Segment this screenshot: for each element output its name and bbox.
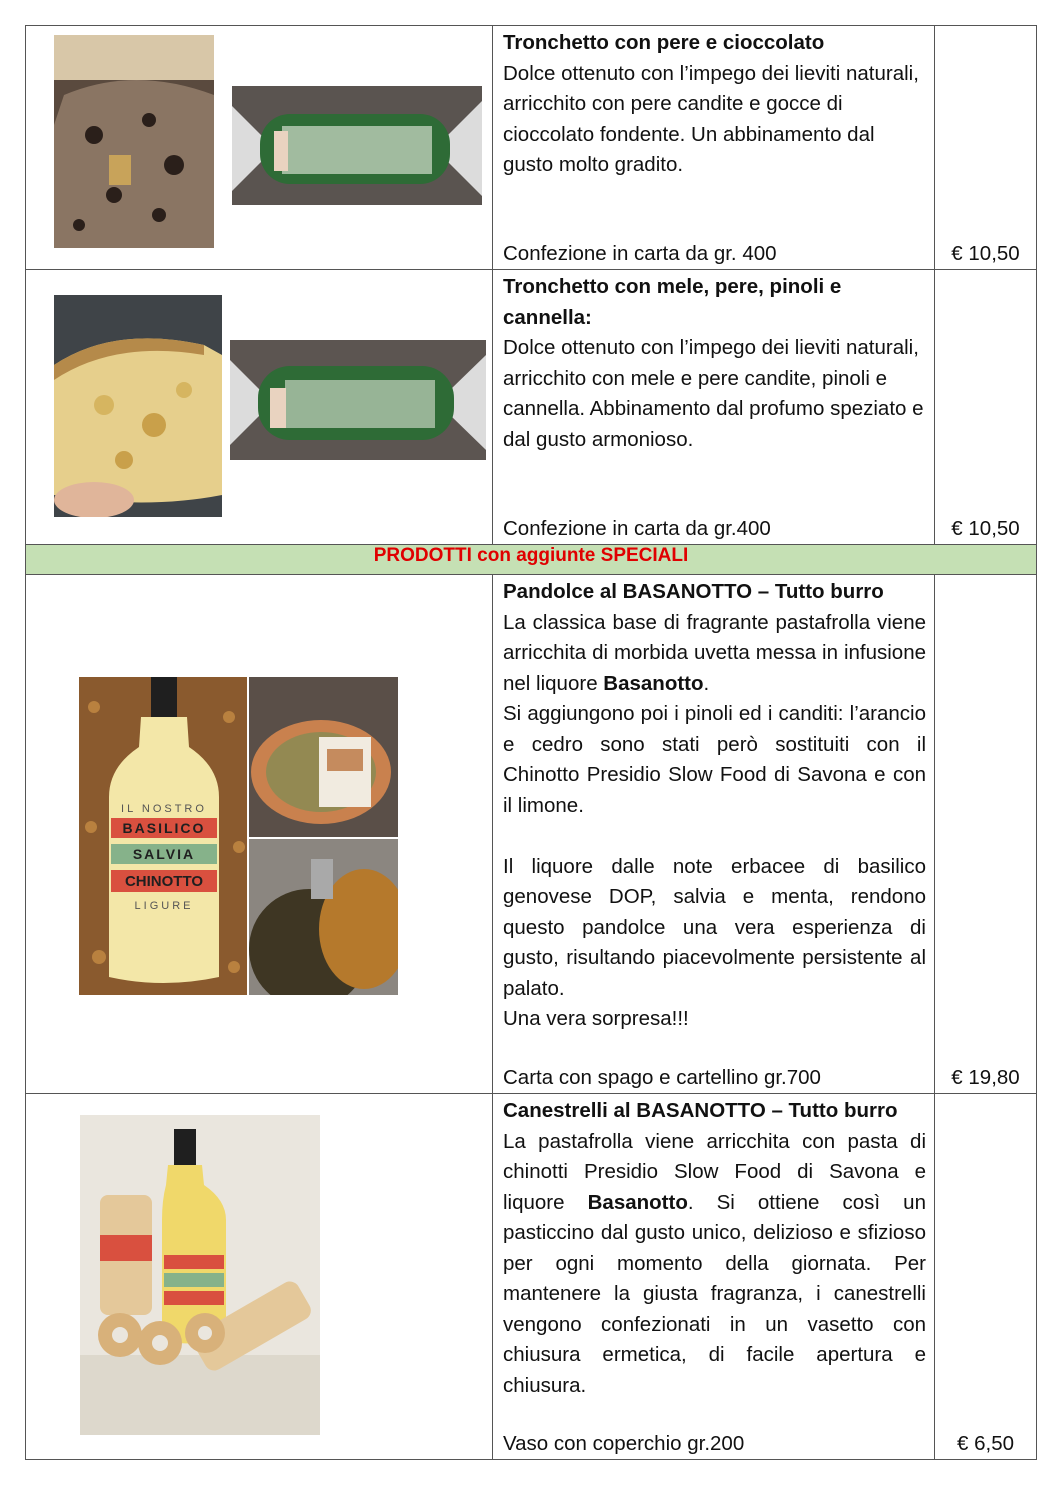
- pandolce-package-photo: [249, 677, 398, 837]
- description-text: La pastafrolla viene arricchita con pasta di chinotti Presidio Slow Food di Savona e liquore: [503, 1129, 926, 1214]
- product-packaging: Confezione in carta da gr.400: [503, 517, 771, 540]
- product-description: Dolce ottenuto con l’impego dei lieviti naturali, arricchito con mele e pere candite, pinoli e cannella. Abbinamento dal profumo speziato e dal gusto armonioso.: [503, 336, 924, 451]
- product-row: [26, 1094, 1037, 1460]
- bottle-label-text: LIGURE: [134, 900, 194, 912]
- product-packaging: Vaso con coperchio gr.200: [503, 1432, 745, 1455]
- price-cell: [935, 26, 1037, 270]
- brand-highlight: Basanotto: [603, 671, 704, 695]
- product-packaging: Confezione in carta da gr. 400: [503, 242, 777, 265]
- bread-slice-photo: [54, 295, 222, 517]
- wrapped-cake-photo: [230, 340, 486, 460]
- product-price: € 6,50: [957, 1432, 1014, 1455]
- product-description: Una vera sorpresa!!!: [503, 1007, 689, 1030]
- image-cell: [26, 1094, 493, 1460]
- image-cell: [26, 270, 493, 545]
- bread-slice-photo: [54, 35, 214, 248]
- product-description: [503, 608, 926, 700]
- description-text: . Si ottiene così un pasticcino dal gusto unico, delizioso e sfizioso per ogni momento della giornata. Per mantenere la giusta fragranza, i canestrelli vengono confezionati in un vasetto con chiusura ermetica, di facile apertura e chiusura.: [503, 1190, 926, 1397]
- product-title: Pandolce al BASANOTTO – Tutto burro: [503, 580, 884, 603]
- product-table: [25, 25, 1037, 1460]
- candied-fruit-photo: [249, 839, 398, 995]
- bottle-label-text: CHINOTTO: [124, 873, 204, 890]
- section-band-title: PRODOTTI con aggiunte SPECIALI: [26, 545, 1037, 575]
- description-cell: [493, 26, 935, 270]
- image-cell: [26, 575, 493, 1094]
- product-price: € 10,50: [951, 242, 1020, 265]
- liqueur-bottle-photo: [79, 677, 247, 995]
- price-cell: [935, 1094, 1037, 1460]
- image-cell: [26, 26, 493, 270]
- product-price: € 10,50: [951, 517, 1020, 540]
- bottle-label-text: IL NOSTRO: [121, 803, 207, 815]
- product-description: Il liquore dalle note erbacee di basilico genovese DOP, salvia e menta, rendono questo pandolce una vera esperienza di gusto, risultando piacevolmente persistente al palato.: [503, 854, 926, 1000]
- description-text: La classica base di fragrante pastafrolla viene arricchita di morbida uvetta messa in infusione nel liquore: [503, 610, 926, 695]
- product-title: Canestrelli al BASANOTTO – Tutto burro: [503, 1099, 898, 1122]
- product-title: Tronchetto con pere e cioccolato: [503, 31, 825, 54]
- product-packaging: Carta con spago e cartellino gr.700: [503, 1066, 821, 1089]
- product-description: Si aggiungono poi i pinoli ed i canditi: l’arancio e cedro sono stati però sostituiti con il Chinotto Presidio Slow Food di Savona e con il limone.: [503, 702, 926, 817]
- product-row: [26, 26, 1037, 270]
- product-row: [26, 270, 1037, 545]
- price-cell: [935, 575, 1037, 1094]
- product-title: Tronchetto con mele, pere, pinoli e cannella:: [503, 275, 842, 329]
- description-cell: [493, 1094, 935, 1460]
- product-description: [503, 1127, 926, 1402]
- brand-highlight: Basanotto: [587, 1190, 688, 1214]
- canestrelli-photo: [80, 1115, 320, 1435]
- description-cell: [493, 575, 935, 1094]
- product-description: Dolce ottenuto con l’impego dei lieviti naturali, arricchito con pere candite e gocce di cioccolato fondente. Un abbinamento dal gusto molto gradito.: [503, 61, 919, 176]
- section-band: [26, 545, 1037, 575]
- product-row: [26, 575, 1037, 1094]
- product-price: € 19,80: [951, 1066, 1020, 1089]
- description-cell: [493, 270, 935, 545]
- price-cell: [935, 270, 1037, 545]
- description-text: .: [703, 671, 710, 695]
- wrapped-cake-photo: [232, 86, 482, 205]
- bottle-label-text: BASILICO: [122, 820, 206, 836]
- bottle-label-text: SALVIA: [132, 846, 196, 862]
